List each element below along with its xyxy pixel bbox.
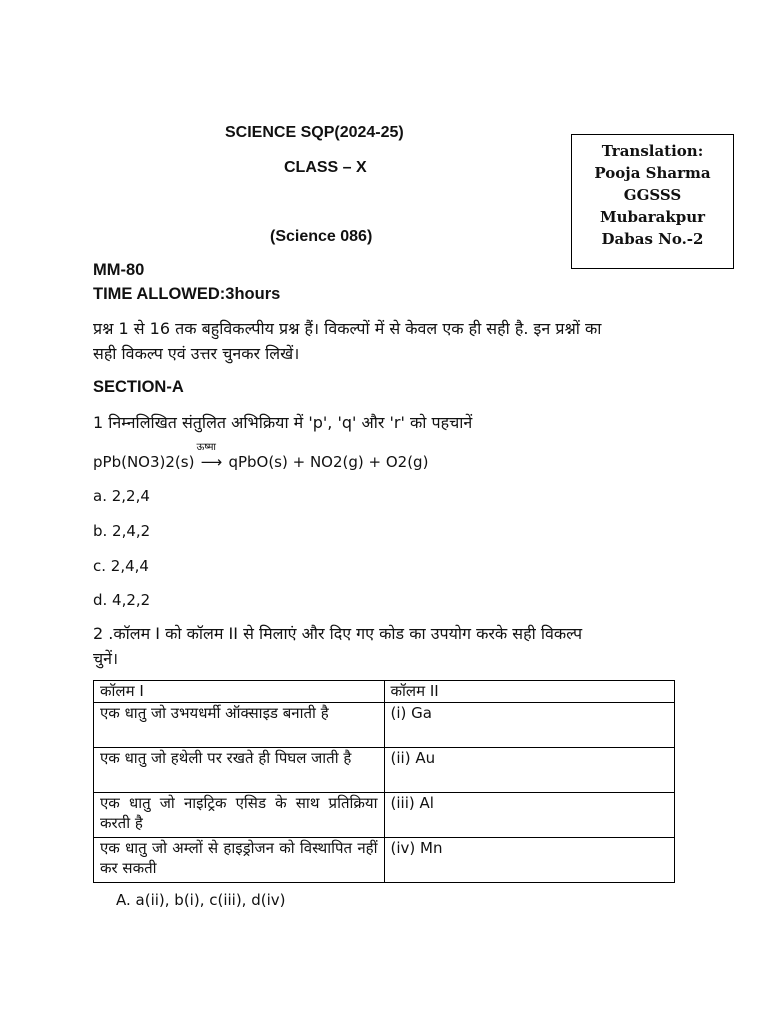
column-1-cell: एक धातु जो हथेली पर रखते ही पिघल जाती है (94, 748, 385, 793)
instruction-line-2: सही विकल्प एवं उत्तर चुनकर लिखें। (93, 344, 300, 363)
class-label: CLASS – X (284, 159, 367, 176)
table-row (94, 838, 675, 883)
reaction-reactant: pPb(NO3)2(s) (93, 453, 195, 471)
table-row (94, 703, 675, 748)
subject-code: (Science 086) (270, 228, 373, 245)
column-1-cell: एक धातु जो अम्लों से हाइड्रोजन को विस्थापित नहीं कर सकती (94, 838, 385, 883)
arrow-icon: ⟶ (200, 453, 223, 471)
column-1-cell: एक धातु जो उभयधर्मी ऑक्साइड बनाती है (94, 703, 385, 748)
question-1-option-c: c. 2,4,4 (93, 557, 149, 575)
column-2-cell: (iii) Al (384, 793, 674, 838)
column-1-cell: एक धातु जो नाइट्रिक एसिड के साथ प्रतिक्रिया करती है (94, 793, 385, 838)
question-1-option-b: b. 2,4,2 (93, 522, 151, 540)
column-2-cell: (iv) Mn (384, 838, 674, 883)
question-2-option-a: A. a(ii), b(i), c(iii), d(iv) (116, 891, 286, 909)
reaction-products: qPbO(s) + NO2(g) + O2(g) (228, 453, 429, 471)
school-name: GGSSS (623, 186, 682, 204)
matching-table (93, 680, 675, 883)
question-1-text: 1 निम्नलिखित संतुलित अभिक्रिया में 'p', 'q' और 'r' को पहचानें (93, 413, 473, 432)
question-2-text-line-1: 2 .कॉलम I को कॉलम II से मिलाएं और दिए गए कोड का उपयोग करके सही विकल्प (93, 624, 583, 643)
question-1-reaction (93, 442, 429, 471)
time-allowed: TIME ALLOWED:3hours (93, 285, 281, 303)
heat-condition-label: ऊष्मा (196, 442, 217, 453)
translation-credit-box (571, 134, 734, 269)
question-1-option-a: a. 2,2,4 (93, 487, 150, 505)
table-header-row (94, 681, 675, 703)
column-1-header: कॉलम I (94, 681, 385, 703)
school-location: Mubarakpur (599, 208, 706, 226)
section-heading: SECTION-A (93, 378, 184, 396)
column-2-cell: (i) Ga (384, 703, 674, 748)
school-id: Dabas No.-2 (601, 230, 704, 248)
translation-label: Translation: (601, 142, 704, 160)
table-row (94, 793, 675, 838)
question-1-option-d: d. 4,2,2 (93, 591, 151, 609)
column-2-header: कॉलम II (384, 681, 674, 703)
reaction-arrow (196, 442, 224, 471)
column-2-cell: (ii) Au (384, 748, 674, 793)
table-row (94, 748, 675, 793)
instruction-line-1: प्रश्न 1 से 16 तक बहुविकल्पीय प्रश्न हैं। विकल्पों में से केवल एक ही सही है. इन प्रश्नों का (93, 319, 602, 338)
paper-title: SCIENCE SQP(2024-25) (225, 124, 404, 141)
max-marks: MM-80 (93, 261, 145, 279)
question-2-text-line-2: चुनें। (93, 649, 119, 668)
translator-name: Pooja Sharma (594, 164, 711, 182)
